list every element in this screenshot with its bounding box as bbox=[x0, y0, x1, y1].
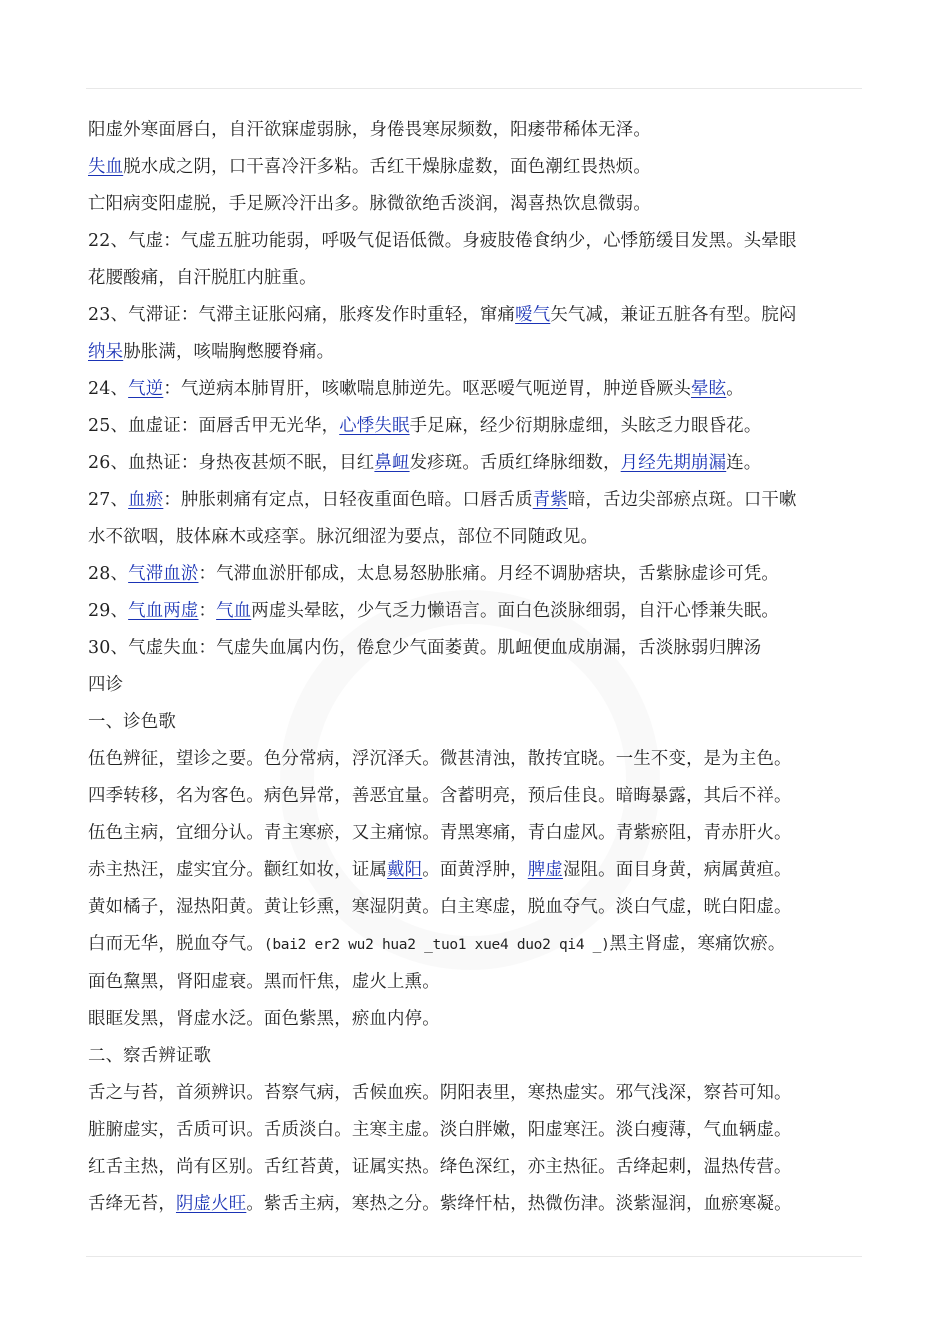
text-line bbox=[88, 964, 860, 1001]
text-line bbox=[88, 334, 860, 371]
text-line bbox=[88, 1075, 860, 1112]
text-segment: 24、 bbox=[88, 379, 129, 399]
text-segment: 黑主肾虚，寒痛饮瘀。 bbox=[609, 934, 786, 954]
text-segment: 。面黄浮肿， bbox=[422, 860, 528, 880]
text-segment: 水不欲咽，肢体麻木或痉挛。脉沉细涩为要点，部位不同随政见。 bbox=[88, 527, 599, 547]
text-line bbox=[88, 223, 860, 260]
text-segment: 27、 bbox=[88, 490, 129, 510]
text-line bbox=[88, 889, 860, 926]
text-segment: 四诊 bbox=[88, 675, 124, 695]
text-segment: 25、血虚证：面唇舌甲无光华， bbox=[88, 416, 340, 436]
text-line bbox=[88, 1112, 860, 1149]
text-segment: 舌之与苔，首须辨识。苔察气病，舌候血疾。阴阳表里，寒热虚实。邪气浅深，察苔可知。 bbox=[88, 1083, 792, 1103]
text-line bbox=[88, 815, 860, 852]
text-line bbox=[88, 1038, 860, 1075]
text-segment: 阳虚外寒面唇白，自汗欲寐虚弱脉，身倦畏寒尿频数，阳痿带稀体无泽。 bbox=[88, 120, 651, 140]
term-link[interactable]: 嗳气 bbox=[515, 305, 551, 325]
text-line bbox=[88, 1149, 860, 1186]
term-link[interactable]: 脾虚 bbox=[527, 860, 563, 880]
text-line bbox=[88, 260, 860, 297]
text-line bbox=[88, 630, 860, 667]
text-line bbox=[88, 667, 860, 704]
term-link[interactable]: 气逆 bbox=[128, 379, 164, 399]
text-line bbox=[88, 371, 860, 408]
text-line bbox=[88, 297, 860, 334]
text-segment: 脱水成之阴，口干喜冷汗多粘。舌红干燥脉虚数，面色潮红畏热烦。 bbox=[123, 157, 651, 177]
text-line bbox=[88, 519, 860, 556]
text-line bbox=[88, 852, 860, 889]
text-segment: 湿阻。面目身黄，病属黄疸。 bbox=[562, 860, 792, 880]
header-rule bbox=[86, 88, 862, 89]
term-link[interactable]: 晕眩 bbox=[691, 379, 727, 399]
term-link[interactable]: 失血 bbox=[88, 157, 124, 177]
text-line bbox=[88, 1001, 860, 1038]
text-segment: 手足麻，经少衍期脉虚细，头眩乏力眼昏花。 bbox=[409, 416, 762, 436]
text-segment: 29、 bbox=[88, 601, 129, 621]
text-segment: 连。 bbox=[726, 453, 762, 473]
text-segment: 亡阳病变阳虚脱，手足厥冷汗出多。脉微欲绝舌淡润，渴喜热饮息微弱。 bbox=[88, 194, 651, 214]
text-line bbox=[88, 704, 860, 741]
text-segment: 30、气虚失血：气虚失血属内伤，倦怠少气面萎黄。肌衄便血成崩漏，舌淡脉弱归脾汤 bbox=[88, 638, 762, 658]
text-segment: 。紫舌主病，寒热之分。紫绛忓枯，热微伤津。淡紫湿润，血瘀寒凝。 bbox=[246, 1194, 792, 1214]
text-line bbox=[88, 408, 860, 445]
text-segment: 22、气虚：气虚五脏功能弱，呼吸气促语低微。身疲肢倦食纳少，心悸筋缓目发黑。头晕眼 bbox=[88, 231, 797, 251]
text-segment: ：肿胀刺痛有定点，日轻夜重面色暗。口唇舌质 bbox=[163, 490, 533, 510]
term-link[interactable]: 气血 bbox=[216, 601, 252, 621]
text-segment: 一、诊色歌 bbox=[88, 712, 176, 732]
text-segment: 花腰酸痛，自汗脱肛内脏重。 bbox=[88, 268, 317, 288]
term-link[interactable]: 月经先期崩漏 bbox=[620, 453, 727, 473]
text-line bbox=[88, 112, 860, 149]
text-segment: ：气滞血淤肝郁成，太息易怒胁胀痛。月经不调胁痞块，舌紫脉虚诊可凭。 bbox=[198, 564, 779, 584]
term-link[interactable]: 戴阳 bbox=[387, 860, 423, 880]
text-segment: 伍色辨征，望诊之要。色分常病，浮沉泽夭。微甚清浊，散抟宜晓。一生不变，是为主色。 bbox=[88, 749, 792, 769]
term-link[interactable]: 血瘀 bbox=[128, 490, 164, 510]
text-line bbox=[88, 593, 860, 630]
text-segment: 伍色主病，宜细分认。青主寒瘀，又主痛惊。青黑寒痛，青白虚风。青紫瘀阻，青赤肝火。 bbox=[88, 823, 792, 843]
term-link[interactable]: 心悸失眠 bbox=[339, 416, 410, 436]
text-segment: 黄如橘子，湿热阳黄。黄让钐熏，寒湿阴黄。白主寒虚，脱血夺气。淡白气虚，晄白阳虚。 bbox=[88, 897, 792, 917]
text-line bbox=[88, 482, 860, 519]
text-line bbox=[88, 741, 860, 778]
text-line bbox=[88, 149, 860, 186]
text-segment: 脏腑虚实，舌质可识。舌质淡白。主寒主虚。淡白胖嫩，阳虚寒汪。淡白瘦薄，气血辆虚。 bbox=[88, 1120, 792, 1140]
text-segment: 暗，舌边尖部瘀点斑。口干嗽 bbox=[567, 490, 797, 510]
text-line bbox=[88, 186, 860, 223]
document-body bbox=[88, 112, 860, 1223]
term-link[interactable]: 阴虚火旺 bbox=[175, 1194, 247, 1214]
text-segment: 红舌主热，尚有区别。舌红苔黄，证属实热。绛色深红，亦主热征。舌绛起刺，温热传营。 bbox=[88, 1157, 792, 1177]
text-segment: 舌绛无苔， bbox=[88, 1194, 176, 1214]
text-segment: 两虚头晕眩，少气乏力懒语言。面白色淡脉细弱，自汗心悸兼失眠。 bbox=[251, 601, 780, 621]
text-segment: 发疹斑。舌质红绛脉细数， bbox=[409, 453, 621, 473]
text-segment: 26、血热证：身热夜甚烦不眠，目红 bbox=[88, 453, 375, 473]
text-segment: 四季转移，名为客色。病色异常，善恶宜量。含蓄明亮，预后佳良。暗晦暴露，其后不祥。 bbox=[88, 786, 792, 806]
term-link[interactable]: 青紫 bbox=[532, 490, 568, 510]
text-segment: 面色黧黑，肾阳虚衰。黑而忓焦，虚火上熏。 bbox=[88, 972, 440, 992]
text-line bbox=[88, 926, 860, 964]
text-segment: 眼眶发黑，肾虚水泛。面色紫黑，瘀血内停。 bbox=[88, 1009, 440, 1029]
text-segment: ：气逆病本肺胃肝，咳嗽喘息肺逆先。呕恶嗳气呃逆胃，肿逆昏厥头 bbox=[163, 379, 692, 399]
text-segment: 胁胀满，咳喘胸憋腰脊痛。 bbox=[123, 342, 335, 362]
text-line bbox=[88, 556, 860, 593]
term-link[interactable]: 鼻衄 bbox=[374, 453, 410, 473]
text-segment: 矢气减，兼证五脏各有型。脘闷 bbox=[550, 305, 797, 325]
term-link[interactable]: 气滞血淤 bbox=[128, 564, 199, 584]
text-segment: 。 bbox=[726, 379, 744, 399]
text-line bbox=[88, 445, 860, 482]
pinyin-text: (bai2 er2 wu2 hua2 _tuo1 xue4 duo2 qi4 _) bbox=[263, 937, 610, 953]
text-segment: 二、察舌辨证歌 bbox=[88, 1046, 212, 1066]
footer-rule bbox=[86, 1256, 862, 1257]
text-line bbox=[88, 1186, 860, 1223]
term-link[interactable]: 纳呆 bbox=[88, 342, 124, 362]
text-line bbox=[88, 778, 860, 815]
text-segment: 23、气滞证：气滞主证胀闷痛，胀疼发作时重轻，窜痛 bbox=[88, 305, 516, 325]
text-segment: 28、 bbox=[88, 564, 129, 584]
text-segment: 白而无华，脱血夺气。 bbox=[88, 934, 264, 954]
text-segment: 赤主热汪，虚实宜分。颧红如妆，证属 bbox=[88, 860, 388, 880]
term-link[interactable]: 气血两虚 bbox=[128, 601, 199, 621]
text-segment: ： bbox=[198, 601, 217, 621]
